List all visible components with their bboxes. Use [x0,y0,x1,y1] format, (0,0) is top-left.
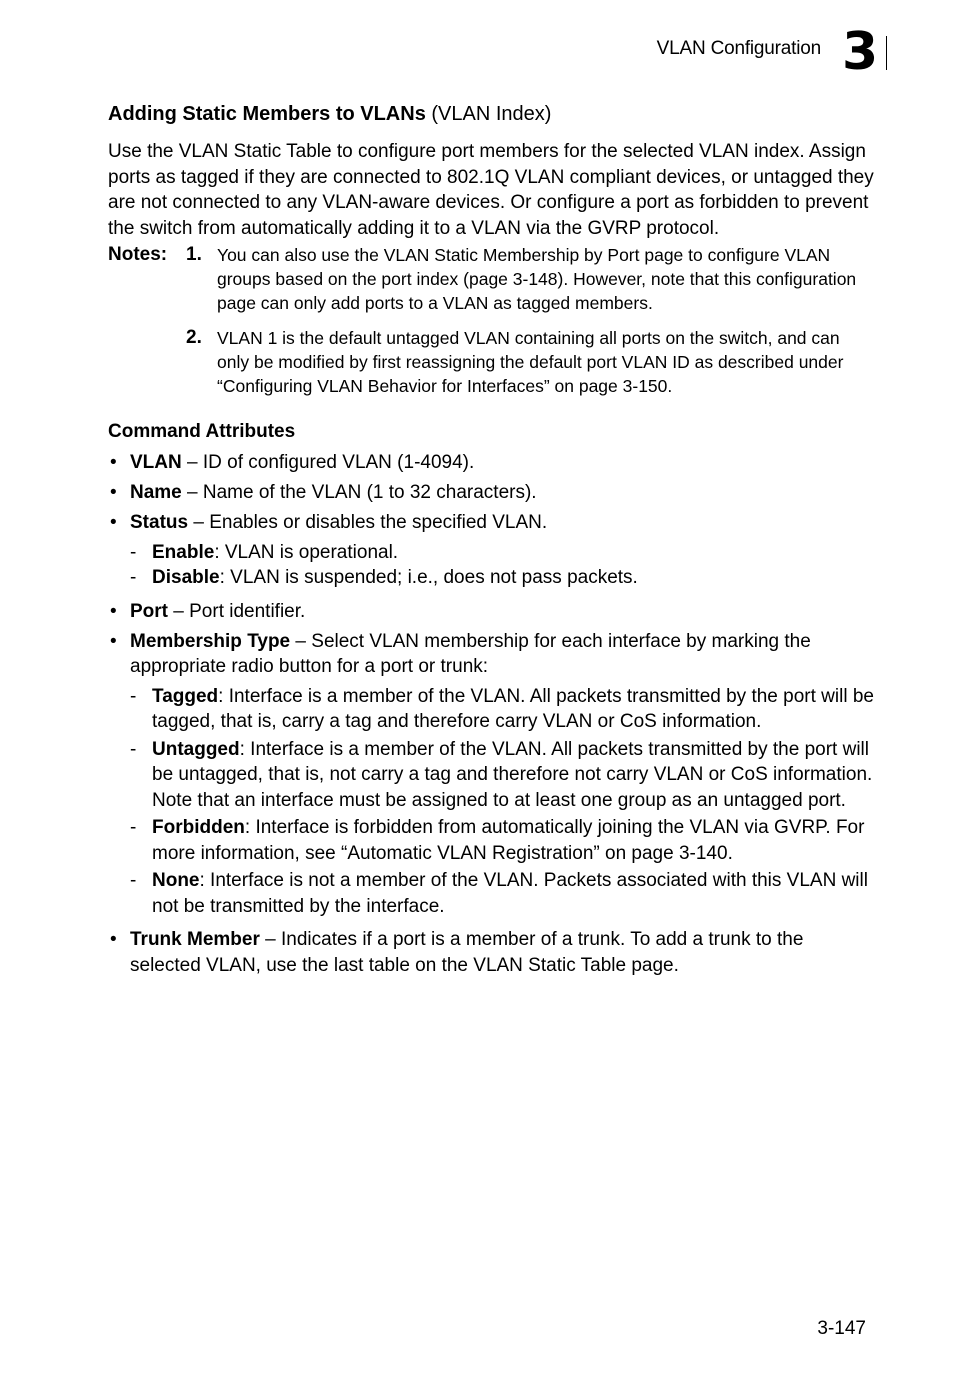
attribute-desc: – Enables or disables the specified VLAN. [188,512,548,533]
attribute-item-trunk-member [108,927,874,978]
chapter-number: 3 [842,22,879,82]
note-number: 1. [186,244,202,265]
sub-term: Tagged [152,685,219,707]
attribute-list [108,450,874,978]
attribute-item-status [108,510,874,591]
section-heading [108,101,874,127]
attribute-item-port [108,599,874,625]
note-item [186,326,874,398]
command-attributes-heading: Command Attributes [108,421,296,442]
sub-desc: : Interface is a member of the VLAN. All packets transmitted by the port will be untagged, that is, not carry a tag and therefore not carry VLAN or CoS information. Note that an interface must be assigned to at least one group as an untagged port. [152,738,873,811]
attribute-term: Port [130,600,168,622]
attribute-term: VLAN [130,452,182,473]
intro-paragraph: Use the VLAN Static Table to configure port members for the selected VLAN index. Assign ports as tagged if they are connected to 802.1Q VLAN compliant devices, or untagged they are not connected to any VLAN-aware devices. Or configure a port as forbidden to prevent the switch from automatically adding it to a VLAN via the GVRP protocol. [108,141,874,239]
sub-item-forbidden [130,815,874,866]
status-options [130,540,874,591]
sub-item-tagged [130,684,874,735]
sub-desc: : VLAN is suspended; i.e., does not pass packets. [219,567,638,588]
note-text: You can also use the VLAN Static Membership by Port page to configure VLAN groups based on the port index (page 3-148). However, note that this configuration page can only add ports to a VLAN as tagged members. [217,245,857,313]
note-text: VLAN 1 is the default untagged VLAN containing all ports on the switch, and can only be modified by first reassigning the default port VLAN ID as described under “Configuring VLAN Behavior for Interfaces” on page 3-150. [217,328,844,396]
sub-desc: : Interface is forbidden from automatically joining the VLAN via GVRP. For more information, see “Automatic VLAN Registration” on page 3-140. [152,817,865,864]
attribute-term: Membership Type [130,630,291,652]
chapter-rule [886,36,887,70]
attribute-item-membership-type [108,629,874,920]
page-content [108,101,874,983]
attribute-desc: – Name of the VLAN (1 to 32 characters). [181,482,537,503]
attribute-desc: – Port identifier. [168,600,306,622]
notes-label: Notes: [108,244,168,265]
sub-term: Untagged [152,738,240,760]
attribute-desc: – Select VLAN membership for each interface by marking the appropriate radio button for a port or trunk: [130,630,811,677]
membership-options [130,684,874,920]
sub-item-untagged [130,737,874,814]
notes-list [186,243,874,409]
sub-term: Enable [152,541,215,563]
section-heading-bold: Adding Static Members to VLANs [108,103,426,125]
note-number: 2. [186,327,202,348]
attribute-term: Trunk Member [130,929,260,950]
sub-term: None [152,870,200,891]
sub-desc: : VLAN is operational. [214,541,399,563]
sub-term: Forbidden [152,817,245,838]
running-header-title: VLAN Configuration [656,38,821,59]
sub-term: Disable [152,567,220,588]
note-item [186,243,874,315]
sub-item-disable [130,565,874,591]
sub-desc: : Interface is not a member of the VLAN. Packets associated with this VLAN will not be transmitted by the interface. [152,870,868,917]
attribute-term: Status [130,512,189,533]
attribute-desc: – ID of configured VLAN (1-4094). [181,452,475,473]
section-heading-qualifier: (VLAN Index) [431,103,552,125]
attribute-term: Name [130,482,182,503]
attribute-item-name [108,480,874,506]
notes-block [108,243,874,409]
sub-item-none [130,868,874,919]
sub-item-enable [130,540,874,566]
attribute-item-vlan [108,450,874,476]
sub-desc: : Interface is a member of the VLAN. All packets transmitted by the port will be tagged, that is, carry a tag and therefore carry VLAN or CoS information. [152,685,874,732]
attribute-desc: – Indicates if a port is a member of a trunk. To add a trunk to the selected VLAN, use the last table on the VLAN Static Table page. [130,929,804,976]
page-number: 3-147 [817,1318,866,1339]
